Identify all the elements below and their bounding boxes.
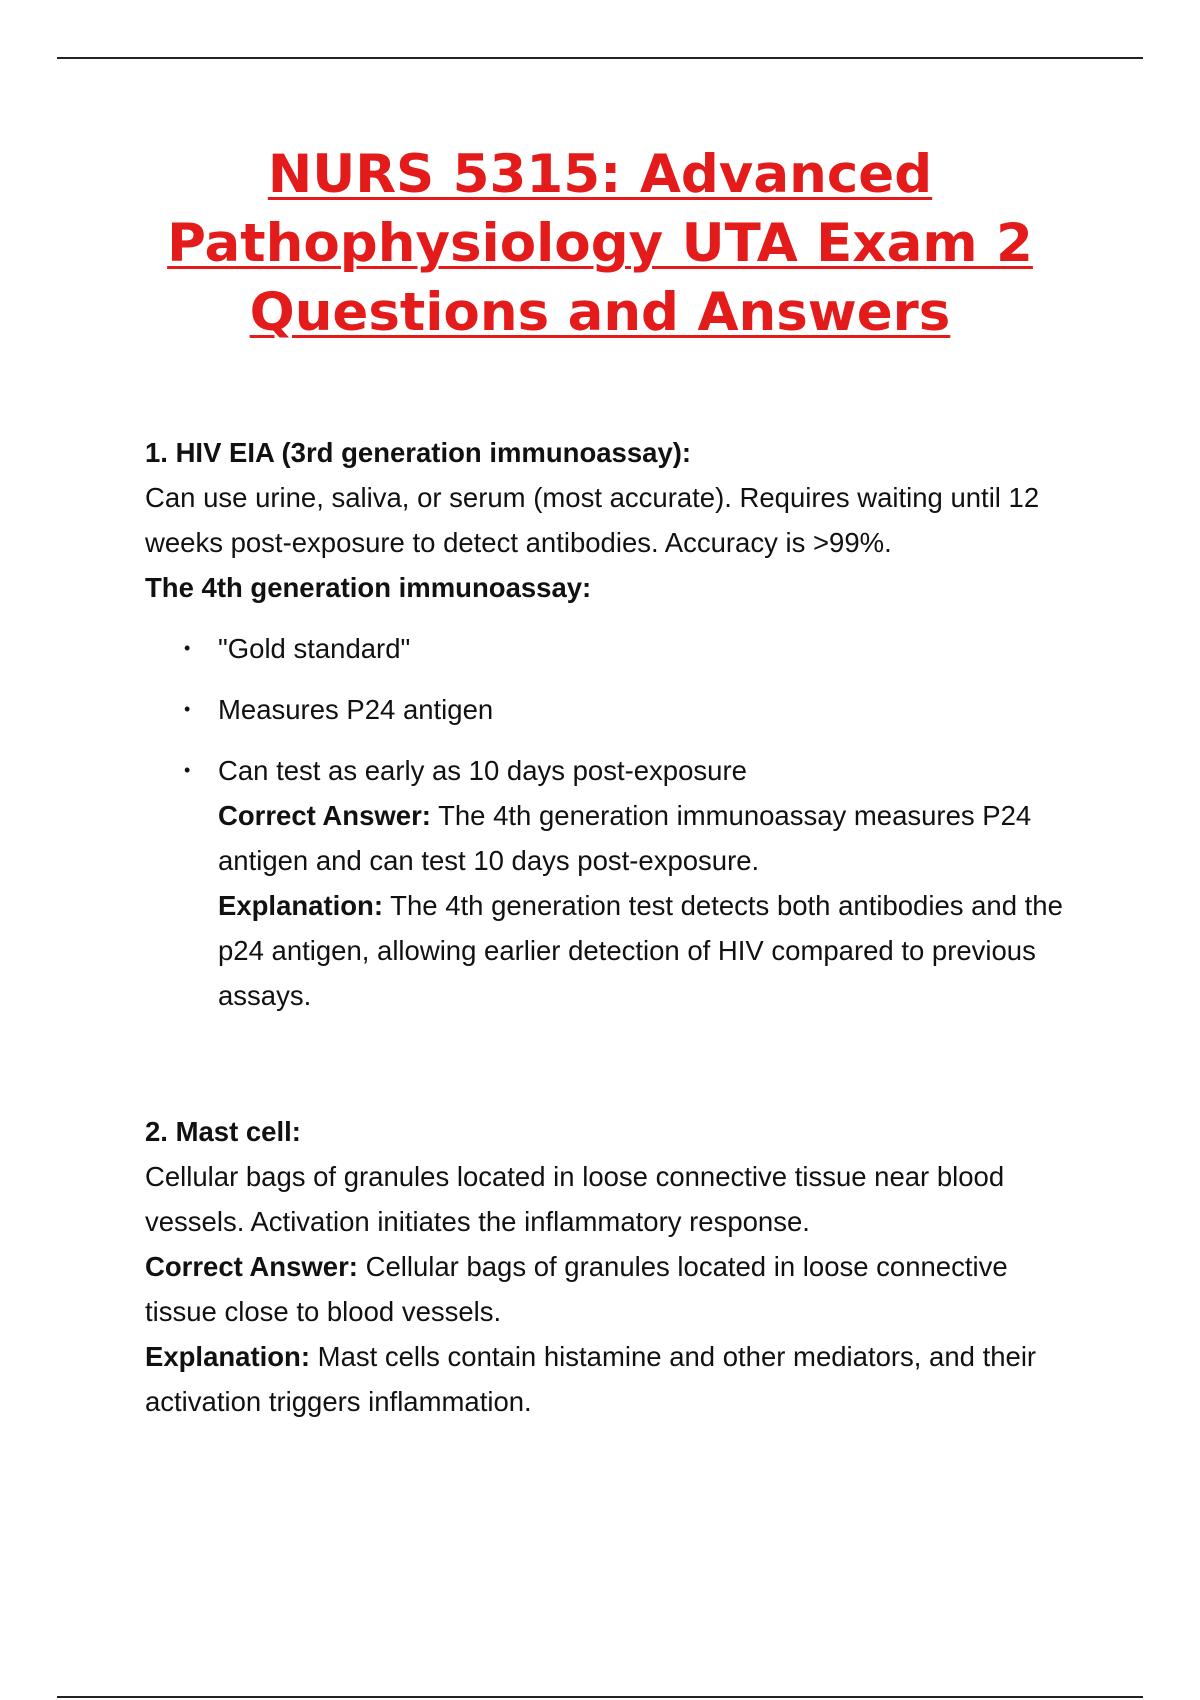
title-line-2: Pathophysiology UTA Exam 2	[167, 213, 1033, 274]
explanation	[218, 883, 1085, 1018]
list-item-text: Can test as early as 10 days post-exposure	[218, 755, 747, 786]
document-body	[145, 430, 1085, 1424]
footer-rule	[57, 1696, 1143, 1698]
question-subheading: The 4th generation immunoassay:	[145, 572, 592, 603]
explanation-text: The 4th generation test detects both antibodies and the p24 antigen, allowing earlier detection of HIV compared to previous assays.	[218, 890, 1063, 1011]
bullet-icon: •	[184, 638, 191, 658]
list-item-text: "Gold standard"	[218, 633, 411, 664]
question-body: Can use urine, saliva, or serum (most accurate). Requires waiting until 12 weeks post-exposure to detect antibodies. Accuracy is >99%.	[145, 482, 1040, 558]
title-line-1: NURS 5315: Advanced	[267, 144, 933, 205]
answer-block	[218, 793, 1085, 1018]
correct-answer-label: Correct Answer:	[218, 800, 431, 831]
question-2	[145, 1109, 1085, 1424]
document-title	[100, 140, 1100, 347]
correct-answer-text: The 4th generation immunoassay measures P24 antigen and can test 10 days post-exposure.	[218, 800, 1032, 876]
list-item	[184, 748, 1085, 1018]
question-body: Cellular bags of granules located in loose connective tissue near blood vessels. Activation initiates the inflammatory response.	[145, 1161, 1005, 1237]
list-item	[184, 626, 1085, 671]
question-1	[145, 430, 1085, 1018]
bullet-list	[145, 626, 1085, 1018]
section-gap	[145, 1034, 1085, 1109]
explanation-text: Mast cells contain histamine and other mediators, and their activation triggers inflammation.	[145, 1341, 1037, 1417]
question-heading: 1. HIV EIA (3rd generation immunoassay):	[145, 437, 692, 468]
title-line-3: Questions and Answers	[249, 282, 951, 343]
correct-answer-label: Correct Answer:	[145, 1251, 358, 1282]
header-rule	[57, 57, 1143, 59]
bullet-icon: •	[184, 699, 191, 719]
explanation-label: Explanation:	[218, 890, 384, 921]
question-heading: 2. Mast cell:	[145, 1116, 301, 1147]
explanation	[145, 1334, 1085, 1424]
list-item	[184, 687, 1085, 732]
bullet-icon: •	[184, 760, 191, 780]
correct-answer	[218, 793, 1085, 883]
correct-answer	[145, 1244, 1085, 1334]
correct-answer-text: Cellular bags of granules located in loose connective tissue close to blood vessels.	[145, 1251, 1008, 1327]
list-item-text: Measures P24 antigen	[218, 694, 494, 725]
explanation-label: Explanation:	[145, 1341, 311, 1372]
